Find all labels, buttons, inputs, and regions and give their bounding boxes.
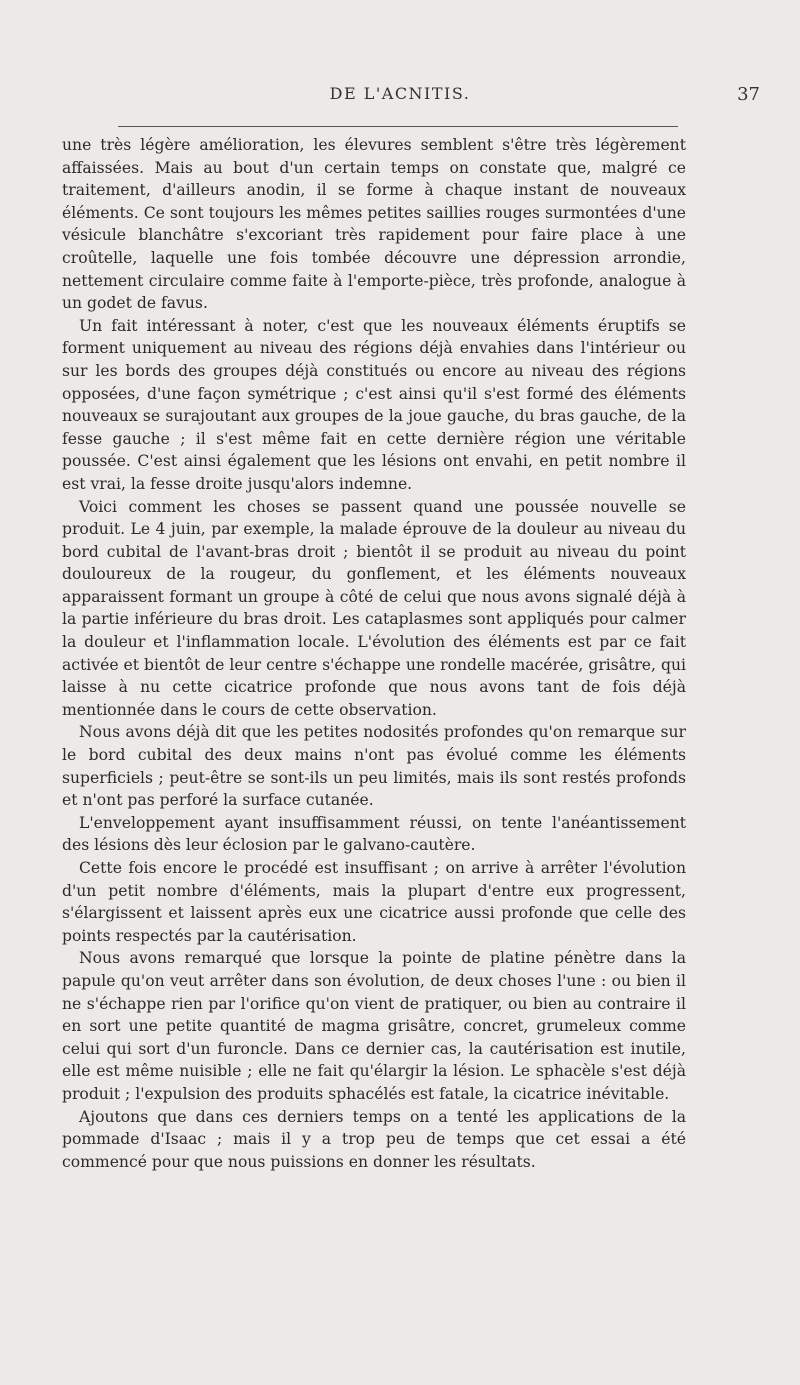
- paragraph-2: Un fait intéressant à noter, c'est que les nouveaux éléments éruptifs se forment uniquement au niveau des régions déjà envahies dans l'intérieur ou sur les bords des groupes déjà constitués ou encore au niveau des régions opposées, d'une façon symétrique ; c'est ainsi qu'il s'est formé des éléments nouveaux se surajoutant aux groupes de la joue gauche, du bras gauche, de la fesse gauche ; il s'est même fait en cette dernière région une véritable poussée. C'est ainsi également que les lésions ont envahi, en petit nombre il est vrai, la fesse droite jusqu'alors indemne.: [62, 316, 686, 493]
- body-text: [62, 134, 686, 1173]
- paragraph-3: Voici comment les choses se passent quand une poussée nouvelle se produit. Le 4 juin, par exemple, la malade éprouve de la douleur au niveau du bord cubital de l'avant-bras droit ; bientôt il se produit au niveau du point douloureux de la rougeur, du gonflement, et les éléments nouveaux apparaissent formant un groupe à côté de celui que nous avons signalé déjà à la partie inférieure du bras droit. Les cataplasmes sont appliqués pour calmer la douleur et l'inflammation locale. L'évolution des éléments est par ce fait activée et bientôt de leur centre s'échappe une rondelle macérée, grisâtre, qui laisse à nu cette cicatrice profonde que nous avons tant de fois déjà mentionnée dans le cours de cette observation.: [62, 497, 686, 719]
- paragraph-4: Nous avons déjà dit que les petites nodosités profondes qu'on remarque sur le bord cubital des deux mains n'ont pas évolué comme les éléments superficiels ; peut-être se sont-ils un peu limités, mais ils sont restés profonds et n'ont pas perforé la surface cutanée.: [62, 723, 686, 810]
- paragraph-1: une très légère amélioration, les élevures semblent s'être très légèrement affaissées. Mais au bout d'un certain temps on constate que, malgré ce traitement, d'ailleurs anodin, il se forme à chaque instant de nouveaux éléments. Ce sont toujours les mêmes petites saillies rouges surmontées d'une vésicule blanchâtre s'excoriant très rapidement pour faire place à une croûtelle, laquelle une fois tombée découvre une dépression arrondie, nettement circulaire comme faite à l'emporte-pièce, très profonde, analogue à un godet de favus.: [62, 136, 686, 313]
- running-title: DE L'ACNITIS.: [329, 84, 471, 103]
- header-rule: [118, 126, 678, 127]
- page-number: 37: [737, 84, 760, 105]
- paragraph-7: Nous avons remarqué que lorsque la pointe de platine pénètre dans la papule qu'on veut arrêter dans son évolution, de deux choses l'une : ou bien il ne s'échappe rien par l'orifice qu'on vient de pratiquer, ou bien au contraire il en sort une petite quantité de magma grisâtre, concret, grumeleux comme celui qui sort d'un furoncle. Dans ce dernier cas, la cautérisation est inutile, elle est même nuisible ; elle ne fait qu'élargir la lésion. Le sphacèle s'est déjà produit ; l'expulsion des produits sphacélés est fatale, la cicatrice inévitable.: [62, 949, 686, 1103]
- paragraph-6: Cette fois encore le procédé est insuffisant ; on arrive à arrêter l'évolution d'un petit nombre d'éléments, mais la plupart d'entre eux progressent, s'élargissent et laissent après eux une cicatrice aussi profonde que celle des points respectés par la cautérisation.: [62, 859, 686, 945]
- paragraph-5: L'enveloppement ayant insuffisamment réussi, on tente l'anéantissement des lésions dès leur éclosion par le galvano-cautère.: [62, 813, 686, 855]
- running-head: [40, 84, 760, 112]
- paragraph-8: Ajoutons que dans ces derniers temps on a tenté les applications de la pommade d'Isaac ; mais il y a trop peu de temps que cet essai a été commencé pour que nous puissions en donner les résultats.: [62, 1107, 686, 1171]
